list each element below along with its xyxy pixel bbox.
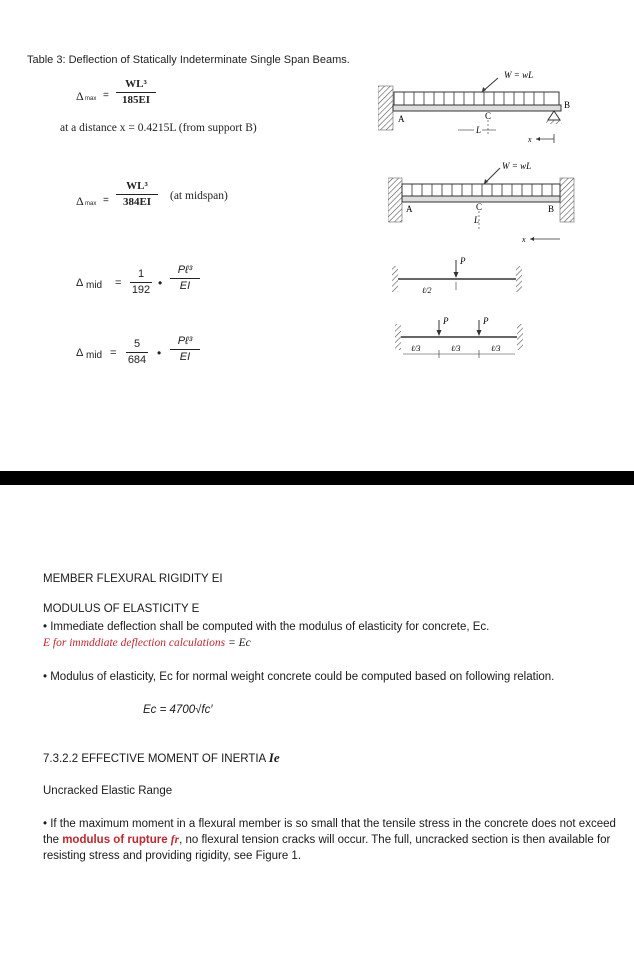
load-arrow-head (484, 179, 488, 184)
delta-subscript: mid (86, 350, 103, 361)
ec-formula: Ec = 4700√fc′ (143, 704, 213, 716)
label-third-3: ℓ/3 (491, 344, 501, 353)
diagram-fixed-fixed-third-point-loads (395, 314, 530, 364)
label-half-span: ℓ/2 (422, 286, 432, 295)
fraction (116, 78, 156, 107)
diagram-propped-cantilever-udl (378, 64, 578, 144)
para-text-1: • If the maximum moment in a flexural member is so small that the tensile stress in the concrete does not exceed the (43, 818, 616, 846)
label-third-2: ℓ/3 (451, 344, 461, 353)
delta-symbol: Δ (76, 194, 84, 208)
fraction (170, 335, 200, 364)
label-c: C (485, 111, 492, 121)
delta-subscript: mid (86, 280, 103, 291)
heading-effective-moment (43, 750, 280, 767)
fixed-support-left (392, 266, 398, 292)
fixed-support-right (560, 178, 574, 222)
fraction (116, 180, 158, 209)
label-p1: P (443, 316, 449, 326)
table-title: Table 3: Deflection of Statically Indeterminate Single Span Beams. (27, 54, 350, 66)
heading-modulus-of-elasticity: MODULUS OF ELASTICITY E (43, 603, 200, 615)
dot-operator: • (157, 346, 162, 360)
formula-tail: = Ec (225, 637, 251, 649)
fixed-support-right (516, 266, 522, 292)
bullet-immediate-deflection: • Immediate deflection shall be computed with the modulus of elasticity for concrete, Ec. (43, 621, 490, 633)
udl-load-block (402, 184, 560, 196)
label-x: x (522, 235, 526, 244)
label-c: C (476, 202, 483, 212)
coefficient-denominator: 684 (127, 354, 147, 366)
formula-e-line (43, 635, 251, 651)
label-p: P (460, 256, 466, 266)
delta-symbol: Δ (76, 347, 84, 359)
para-text-2: , no flexural tension cracks will occur. The full, uncracked section is then available for resisting stress and providing rigidity, see Figure 1. (43, 834, 611, 862)
equals-sign: = (103, 90, 109, 101)
numerator: WL³ (125, 78, 147, 90)
page-separator-band (0, 471, 634, 485)
load-label: W = wL (502, 161, 532, 171)
label-l: L (476, 125, 482, 135)
location-note: (at midspan) (170, 190, 228, 202)
load-label: W = wL (504, 70, 534, 80)
fixed-support-wall (378, 86, 393, 130)
denominator: 185EI (121, 94, 151, 106)
point-load-arrow (454, 272, 459, 278)
delta-subscript: max (85, 96, 97, 102)
beam (393, 105, 561, 111)
delta-symbol: Δ (76, 89, 84, 103)
numerator: Pℓ³ (177, 264, 193, 276)
delta-symbol: Δ (76, 277, 84, 289)
fixed-support-left (388, 178, 402, 222)
equals-sign: = (103, 195, 109, 206)
heading-text: 7.3.2.2 EFFECTIVE MOMENT OF INERTIA (43, 753, 269, 765)
numerator: 5 (133, 338, 141, 350)
fixed-support-right (517, 324, 523, 350)
diagram-fixed-fixed-midpoint-load (392, 252, 532, 302)
numerator: 1 (137, 268, 145, 280)
roller-support (548, 111, 560, 120)
label-x: x (528, 135, 532, 144)
label-a: A (406, 204, 413, 214)
delta-subscript: max (85, 201, 97, 207)
location-note: at a distance x = 0.4215L (from support B) (60, 122, 257, 134)
denominator: EI (179, 280, 191, 292)
label-b: B (564, 100, 571, 110)
ie-symbol: Ie (268, 750, 280, 765)
coefficient-fraction (126, 338, 148, 367)
para-red-text: modulus of rupture (62, 834, 171, 846)
label-third-1: ℓ/3 (411, 344, 421, 353)
point-load-arrow-2 (477, 330, 482, 336)
heading-flexural-rigidity: MEMBER FLEXURAL RIGIDITY EI (43, 573, 223, 585)
label-a: A (398, 114, 405, 124)
point-load-arrow-1 (437, 330, 442, 336)
equals-sign: = (110, 347, 117, 359)
fraction (170, 264, 200, 293)
equals-sign: = (115, 277, 122, 289)
fr-symbol: fr (170, 834, 180, 846)
diagram-fixed-fixed-udl (388, 160, 588, 250)
numerator: Pℓ³ (177, 335, 193, 347)
denominator: EI (179, 351, 191, 363)
bullet-modulus-relation: • Modulus of elasticity, Ec for normal weight concrete could be computed based on following relation. (43, 671, 555, 683)
label-b: B (548, 204, 555, 214)
numerator: WL³ (126, 180, 148, 192)
heading-uncracked: Uncracked Elastic Range (43, 785, 173, 797)
paragraph-uncracked (43, 816, 618, 864)
dot-operator: • (158, 276, 163, 290)
load-arrow-head (482, 87, 486, 92)
fixed-support-left (395, 324, 401, 350)
coefficient-fraction (130, 268, 152, 297)
label-p2: P (483, 316, 489, 326)
label-l: L (474, 215, 480, 225)
coefficient-denominator: 192 (131, 284, 151, 296)
red-formula-text: E for immddiate deflection calculations (43, 637, 226, 649)
denominator: 384EI (122, 196, 152, 208)
